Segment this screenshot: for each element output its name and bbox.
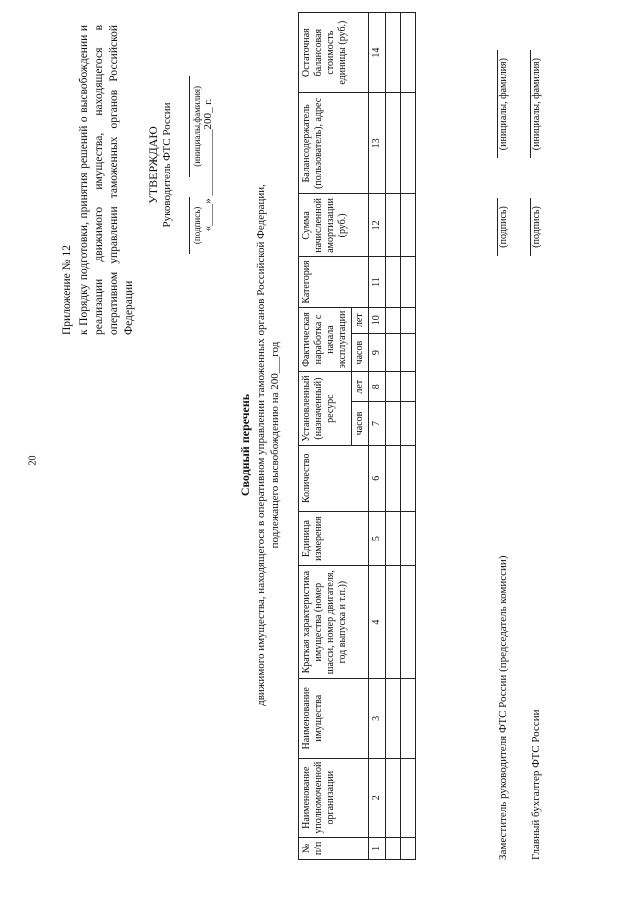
accountant-title: Главный бухгалтер ФТС России (530, 709, 542, 860)
table-cell (401, 402, 416, 446)
table-cell (401, 93, 416, 194)
table-cell (386, 13, 401, 93)
column-number: 11 (369, 257, 386, 307)
column-number: 9 (369, 333, 386, 372)
col-depreciation: Сумма начисленной амортизации (руб.) (299, 194, 369, 257)
summary-table (298, 12, 416, 860)
deputy-signature-line (497, 50, 509, 256)
approve-name-label: (инициалы,фамилия) (189, 76, 202, 177)
col-resource: Установленный (назначенный) ресурс (299, 372, 352, 445)
table-cell (386, 93, 401, 194)
table-cell (386, 307, 401, 333)
col-category: Категория (299, 257, 369, 307)
col-unit: Единица измерения (299, 511, 369, 566)
title-line1: движимого имущества, находящегося в оперативном управлении таможенных органов Российской Федерации, (254, 184, 267, 706)
table-cell (401, 837, 416, 859)
table-cell (386, 678, 401, 758)
column-number: 6 (369, 445, 386, 511)
column-number: 3 (369, 678, 386, 758)
table-cell (401, 445, 416, 511)
col-num: № п/п (299, 837, 369, 859)
column-number: 2 (369, 758, 386, 837)
document-title (238, 10, 282, 880)
deputy-signature-label: (подпись) (497, 198, 509, 256)
accountant-signature-line (530, 50, 542, 256)
table-cell (386, 257, 401, 307)
column-number: 10 (369, 307, 386, 333)
deputy-signature-block (497, 10, 509, 860)
table-cell (386, 402, 401, 446)
title-line2: подлежащего высвобождению на 200___год (268, 341, 281, 549)
subcol-resource-years: лет (352, 372, 369, 402)
table-cell (386, 372, 401, 402)
table-cell (386, 511, 401, 566)
column-number-row (369, 13, 386, 860)
column-number: 1 (369, 837, 386, 859)
table-cell (386, 445, 401, 511)
table-cell (401, 307, 416, 333)
table-row (401, 13, 416, 860)
col-description: Краткая характеристика имущества (номер шасси, номер двигателя, год выпуска и т.п.)) (299, 566, 369, 679)
table-cell (401, 333, 416, 372)
subcol-usage-years: лет (352, 307, 369, 333)
subcol-usage-hours: часов (352, 333, 369, 372)
column-number: 7 (369, 402, 386, 446)
column-number: 12 (369, 194, 386, 257)
col-property: Наименование имущества (299, 678, 369, 758)
approve-heading: УТВЕРЖДАЮ (146, 126, 160, 204)
subcol-resource-hours: часов (352, 402, 369, 446)
approval-block (146, 50, 214, 280)
table-cell (401, 257, 416, 307)
approve-signature-label: (подпись) (189, 197, 202, 254)
title-main: Сводный перечень (238, 393, 252, 497)
table-cell (401, 758, 416, 837)
column-number: 13 (369, 93, 386, 194)
approve-signature-line (189, 50, 202, 280)
column-number: 4 (369, 566, 386, 679)
table-cell (401, 566, 416, 679)
document-sheet (27, 10, 610, 880)
table-cell (401, 511, 416, 566)
accountant-signature-block (530, 10, 542, 860)
approve-position: Руководитель ФТС России (161, 102, 173, 228)
col-usage: Фактическая наработка с начала эксплуатации (299, 307, 352, 372)
table-cell (401, 194, 416, 257)
deputy-title: Заместитель руководителя ФТС России (председатель комиссии) (497, 555, 509, 860)
annex-text: к Порядку подготовки, принятия решений о высвобождении и реализации движимого имущества, находящегося в оперативном управлении таможенных органов Российской Федерации (77, 25, 135, 335)
col-org: Наименование уполномоченной организации (299, 758, 369, 837)
table-cell (401, 678, 416, 758)
accountant-name-label: (инициалы, фамилия) (530, 50, 542, 158)
table-cell (386, 758, 401, 837)
table-cell (401, 372, 416, 402)
table-row (386, 13, 401, 860)
table-cell (386, 194, 401, 257)
col-holder: Балансодержатель (пользователь), адрес (299, 93, 369, 194)
table-cell (386, 333, 401, 372)
column-number: 8 (369, 372, 386, 402)
annex-title: Приложение № 12 (61, 245, 73, 335)
column-number: 5 (369, 511, 386, 566)
table-cell (386, 566, 401, 679)
annex-block (60, 25, 137, 335)
table-cell (401, 13, 416, 93)
col-residual: Остаточная балансовая стоимость единицы (руб.) (299, 13, 369, 93)
table-cell (386, 837, 401, 859)
col-quantity: Количество (299, 445, 369, 511)
column-number: 14 (369, 13, 386, 93)
page-number: 20 (27, 455, 39, 466)
deputy-name-label: (инициалы, фамилия) (497, 50, 509, 158)
approve-date: «____» ____________200_ г. (202, 98, 214, 232)
accountant-signature-label: (подпись) (530, 198, 542, 256)
